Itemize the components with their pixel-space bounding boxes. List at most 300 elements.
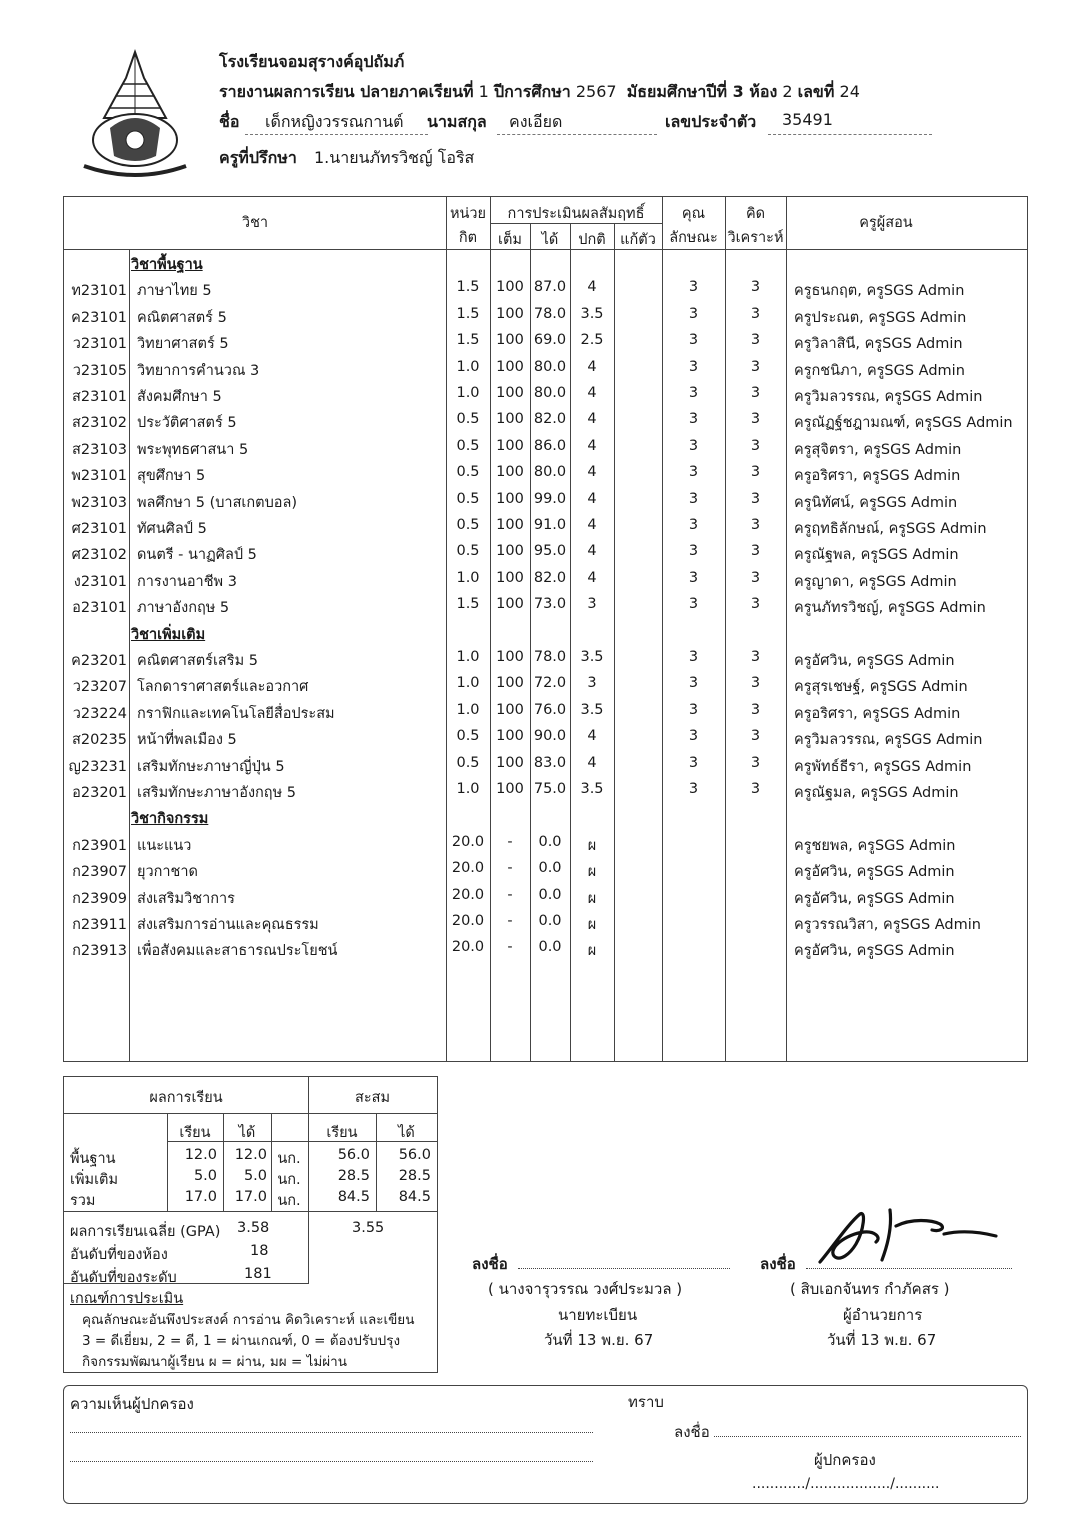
table-cell-credit: 0.5 bbox=[456, 437, 480, 454]
summary-cell-unit: นก. bbox=[277, 1193, 301, 1209]
table-cell-teacher: ครูอริศรา, ครูSGS Admin bbox=[794, 705, 961, 722]
table-cell-think: 3 bbox=[750, 517, 761, 533]
criteria-line-3: กิจกรรมพัฒนาผู้เรียน ผ = ผ่าน, มผ = ไม่ผ่าน bbox=[82, 1354, 347, 1370]
table-cell-score: 69.0 bbox=[533, 332, 567, 349]
table-cell-char: 3 bbox=[688, 569, 699, 586]
summary-cell-got: 5.0 bbox=[243, 1168, 267, 1184]
table-cell-full: - bbox=[507, 939, 513, 956]
section-title: วิชาพื้นฐาน bbox=[131, 257, 203, 273]
table-cell-think: 3 bbox=[750, 437, 761, 454]
table-cell-full: 100 bbox=[496, 569, 524, 586]
table-cell-code: พ23101 bbox=[71, 468, 127, 485]
table-cell-full: - bbox=[507, 886, 513, 903]
table-cell-score: 78.0 bbox=[533, 649, 567, 665]
table-cell-think: 3 bbox=[750, 490, 761, 507]
criteria-label: เกณฑ์การประเมิน bbox=[70, 1291, 184, 1307]
table-cell-teacher: ครูอัศวิน, ครูSGS Admin bbox=[794, 943, 955, 960]
criteria-line-2: 3 = ดีเยี่ยม, 2 = ดี, 1 = ผ่านเกณฑ์, 0 = ต้องปรับปรุง bbox=[82, 1333, 401, 1349]
divider bbox=[490, 197, 491, 1061]
registrar-date: วันที่ 13 พ.ย. 67 bbox=[544, 1331, 654, 1349]
table-cell-code: ศ23102 bbox=[71, 547, 127, 564]
table-cell-code: ว23207 bbox=[72, 679, 127, 696]
table-cell-score: 78.0 bbox=[533, 305, 567, 322]
table-cell-full: 100 bbox=[496, 728, 524, 745]
table-cell-name: สุขศึกษา 5 bbox=[137, 468, 206, 485]
col-header-credit-2: กิต bbox=[458, 230, 478, 246]
parent-opinion-label: ความเห็นผู้ปกครอง bbox=[70, 1395, 194, 1413]
table-cell-think: 3 bbox=[750, 728, 761, 745]
table-cell-name: การงานอาชีพ 3 bbox=[137, 573, 237, 590]
room-value: 2 bbox=[782, 82, 793, 101]
col-header-normal: ปกติ bbox=[578, 232, 606, 248]
table-cell-code: ค23101 bbox=[71, 309, 127, 326]
table-cell-grade: 3 bbox=[587, 675, 597, 692]
table-cell-credit: 0.5 bbox=[456, 543, 480, 560]
table-cell-think: 3 bbox=[750, 279, 761, 296]
table-cell-think: 3 bbox=[750, 543, 761, 560]
table-cell-full: 100 bbox=[496, 543, 524, 560]
table-cell-score: 0.0 bbox=[538, 886, 562, 903]
table-cell-code: ก23901 bbox=[72, 837, 127, 854]
study-label: เรียน bbox=[179, 1125, 211, 1141]
summary-cell-unit: นก. bbox=[277, 1151, 301, 1167]
col-header-got: ได้ bbox=[541, 232, 559, 248]
cumulative-label: สะสม bbox=[354, 1090, 391, 1106]
table-cell-score: 99.0 bbox=[533, 490, 567, 507]
table-cell-credit: 1.0 bbox=[456, 569, 480, 586]
table-cell-score: 80.0 bbox=[533, 358, 567, 375]
table-cell-char: 3 bbox=[688, 305, 699, 322]
table-cell-teacher: ครูกชนิภา, ครูSGS Admin bbox=[794, 362, 965, 379]
summary-cell-cum_got: 56.0 bbox=[398, 1147, 431, 1163]
student-id-label: เลขประจำตัว bbox=[665, 112, 757, 131]
summary-cell-cum_got: 84.5 bbox=[398, 1189, 431, 1205]
table-cell-name: ภาษาไทย 5 bbox=[137, 283, 212, 300]
table-cell-teacher: ครูอัศวิน, ครูSGS Admin bbox=[794, 890, 955, 907]
col-header-thinking: คิด bbox=[745, 206, 766, 222]
table-cell-credit: 0.5 bbox=[456, 728, 480, 745]
summary-cell-cum_study: 56.0 bbox=[337, 1147, 370, 1163]
table-cell-char: 3 bbox=[688, 437, 699, 454]
table-cell-teacher: ครูวรรณวิสา, ครูSGS Admin bbox=[794, 917, 981, 933]
table-cell-think: 3 bbox=[750, 358, 761, 375]
table-cell-code: ว23101 bbox=[72, 336, 127, 353]
table-cell-credit: 1.5 bbox=[456, 279, 480, 296]
table-cell-grade: ผ bbox=[587, 917, 597, 933]
table-cell-full: 100 bbox=[496, 464, 524, 481]
divider bbox=[725, 197, 726, 1061]
table-cell-name: พลศึกษา 5 (บาสเกตบอล) bbox=[137, 494, 298, 511]
table-cell-char: 3 bbox=[688, 385, 699, 401]
table-cell-teacher: ครูธนกฤต, ครูSGS Admin bbox=[794, 283, 965, 300]
id-underline bbox=[768, 134, 932, 135]
table-cell-teacher: ครูญาดา, ครูSGS Admin bbox=[794, 573, 957, 590]
table-cell-code: พ23103 bbox=[71, 494, 127, 511]
table-cell-code: ญ23231 bbox=[68, 758, 127, 775]
table-cell-credit: 20.0 bbox=[451, 860, 485, 877]
table-cell-credit: 0.5 bbox=[456, 754, 480, 771]
table-cell-code: ส23102 bbox=[72, 415, 127, 432]
table-cell-score: 80.0 bbox=[533, 464, 567, 481]
table-cell-grade: 4 bbox=[587, 569, 597, 586]
table-cell-score: 76.0 bbox=[533, 701, 567, 718]
table-cell-think: 3 bbox=[750, 332, 761, 349]
table-cell-credit: 1.0 bbox=[456, 358, 480, 375]
table-cell-grade: 3.5 bbox=[580, 305, 604, 322]
table-cell-credit: 1.5 bbox=[456, 305, 480, 322]
gpa-value: 3.58 bbox=[237, 1220, 270, 1236]
table-cell-code: อ23201 bbox=[72, 785, 127, 801]
student-name: เด็กหญิงวรรณกานต์ bbox=[265, 112, 404, 131]
table-cell-name: เสริมทักษะภาษาญี่ปุ่น 5 bbox=[137, 758, 285, 775]
table-cell-name: เสริมทักษะภาษาอังกฤษ 5 bbox=[137, 785, 296, 801]
table-cell-name: สังคมศึกษา 5 bbox=[137, 389, 222, 405]
table-cell-think: 3 bbox=[750, 781, 761, 797]
table-cell-char: 3 bbox=[688, 490, 699, 507]
term-value: 1 bbox=[478, 82, 489, 101]
surname-label: นามสกุล bbox=[427, 112, 487, 131]
divider bbox=[129, 249, 130, 1061]
table-cell-score: 87.0 bbox=[533, 279, 567, 296]
table-cell-full: 100 bbox=[496, 332, 524, 349]
rank-room-value: 18 bbox=[250, 1243, 269, 1259]
table-cell-full: 100 bbox=[496, 701, 524, 718]
table-cell-credit: 1.5 bbox=[456, 332, 480, 349]
table-cell-score: 0.0 bbox=[538, 860, 562, 877]
table-cell-full: - bbox=[507, 860, 513, 877]
table-cell-name: หน้าที่พลเมือง 5 bbox=[137, 732, 237, 749]
table-cell-credit: 1.0 bbox=[456, 385, 480, 401]
table-cell-code: ท23101 bbox=[71, 283, 127, 300]
table-cell-name: วิทยาศาสตร์ 5 bbox=[137, 336, 229, 353]
table-cell-grade: ผ bbox=[587, 890, 597, 907]
grades-table bbox=[63, 196, 1028, 1062]
table-cell-credit: 20.0 bbox=[451, 833, 485, 850]
table-cell-char: 3 bbox=[688, 332, 699, 349]
table-cell-full: 100 bbox=[496, 279, 524, 296]
col-header-teacher: ครูผู้สอน bbox=[859, 215, 913, 231]
table-cell-think: 3 bbox=[750, 305, 761, 322]
table-cell-char: 3 bbox=[688, 649, 699, 665]
table-cell-score: 82.0 bbox=[533, 411, 567, 428]
table-cell-score: 73.0 bbox=[533, 596, 567, 613]
section-title: วิชาเพิ่มเติม bbox=[131, 626, 206, 643]
student-id: 35491 bbox=[782, 110, 833, 129]
table-cell-score: 75.0 bbox=[533, 781, 567, 797]
table-cell-grade: ผ bbox=[587, 837, 597, 854]
table-cell-name: ประวัติศาสตร์ 5 bbox=[137, 415, 237, 432]
table-cell-full: 100 bbox=[496, 358, 524, 375]
table-cell-char: 3 bbox=[688, 411, 699, 428]
table-cell-code: ส23101 bbox=[72, 389, 127, 405]
table-cell-char: 3 bbox=[688, 358, 699, 375]
table-cell-teacher: ครูนภัทรวิชญ์, ครูSGS Admin bbox=[794, 600, 986, 617]
table-cell-full: 100 bbox=[496, 754, 524, 771]
summary-box bbox=[63, 1076, 438, 1373]
col-header-credit: หน่วย bbox=[449, 206, 487, 222]
table-cell-code: ก23909 bbox=[72, 890, 127, 907]
summary-cell-label: รวม bbox=[70, 1193, 96, 1209]
table-cell-code: ว23224 bbox=[72, 705, 127, 722]
table-cell-teacher: ครูฤทธิลักษณ์, ครูSGS Admin bbox=[794, 521, 987, 537]
results-label: ผลการเรียน bbox=[149, 1090, 223, 1106]
table-cell-name: แนะแนว bbox=[137, 837, 192, 854]
table-cell-credit: 20.0 bbox=[451, 913, 485, 929]
table-cell-grade: 3.5 bbox=[580, 701, 604, 718]
table-cell-grade: 4 bbox=[587, 464, 597, 481]
table-cell-grade: 2.5 bbox=[580, 332, 604, 349]
table-cell-teacher: ครูวิมลวรรณ, ครูSGS Admin bbox=[794, 732, 983, 749]
table-cell-score: 0.0 bbox=[538, 833, 562, 850]
summary-cell-cum_got: 28.5 bbox=[398, 1168, 431, 1184]
director-title: ผู้อำนวยการ bbox=[843, 1306, 923, 1324]
col-header-fix: แก้ตัว bbox=[620, 232, 656, 248]
table-cell-char: 3 bbox=[688, 543, 699, 560]
table-cell-grade: 3 bbox=[587, 596, 597, 613]
table-cell-teacher: ครูณัฏฐ์ชฎามณฑ์, ครูSGS Admin bbox=[794, 415, 1013, 432]
table-cell-name: วิทยาการคำนวณ 3 bbox=[137, 362, 260, 379]
advisor-label: ครูที่ปรึกษา bbox=[219, 148, 297, 167]
col-header-character-2: ลักษณะ bbox=[669, 230, 718, 246]
col-header-achievement: การประเมินผลสัมฤทธิ์ bbox=[507, 206, 645, 222]
table-cell-score: 90.0 bbox=[533, 728, 567, 745]
table-cell-think: 3 bbox=[750, 649, 761, 665]
table-cell-code: ก23911 bbox=[72, 917, 127, 933]
gpa-label: ผลการเรียนเฉลี่ย (GPA) bbox=[70, 1224, 221, 1240]
grade-label: มัธยมศึกษาปีที่ 3 ห้อง bbox=[626, 82, 778, 101]
table-cell-name: เพื่อสังคมและสาธารณประโยชน์ bbox=[137, 943, 338, 960]
table-cell-teacher: ครูสุรเชษฐ์, ครูSGS Admin bbox=[794, 679, 968, 696]
table-cell-teacher: ครูอัศวิน, ครูSGS Admin bbox=[794, 864, 955, 881]
table-cell-think: 3 bbox=[750, 596, 761, 613]
table-cell-full: 100 bbox=[496, 781, 524, 797]
table-cell-teacher: ครูประณต, ครูSGS Admin bbox=[794, 309, 967, 326]
table-cell-credit: 1.0 bbox=[456, 781, 480, 797]
table-cell-score: 83.0 bbox=[533, 754, 567, 771]
summary-cell-label: เพิ่มเติม bbox=[70, 1172, 119, 1188]
table-cell-name: พระพุทธศาสนา 5 bbox=[137, 441, 249, 458]
col-header-thinking-2: วิเคราะห์ bbox=[727, 230, 784, 246]
table-cell-grade: 4 bbox=[587, 543, 597, 560]
table-cell-char: 3 bbox=[688, 781, 699, 797]
parent-title: ผู้ปกครอง bbox=[814, 1451, 876, 1469]
table-cell-code: ก23907 bbox=[72, 864, 127, 881]
parent-opinion-box bbox=[63, 1385, 1028, 1504]
table-cell-think: 3 bbox=[750, 754, 761, 771]
table-cell-name: ภาษาอังกฤษ 5 bbox=[137, 600, 230, 617]
table-cell-full: 100 bbox=[496, 596, 524, 613]
table-cell-code: อ23101 bbox=[72, 600, 127, 617]
table-cell-think: 3 bbox=[750, 411, 761, 428]
rank-level-label: อันดับที่ของระดับ bbox=[70, 1270, 177, 1286]
table-cell-full: 100 bbox=[496, 675, 524, 692]
table-cell-credit: 20.0 bbox=[451, 886, 485, 903]
table-cell-full: 100 bbox=[496, 649, 524, 665]
table-cell-credit: 1.0 bbox=[456, 675, 480, 692]
summary-cell-study: 17.0 bbox=[184, 1189, 217, 1205]
table-cell-full: 100 bbox=[496, 490, 524, 507]
table-cell-teacher: ครูนิทัศน์, ครูSGS Admin bbox=[794, 494, 958, 511]
cum-got-label: ได้ bbox=[398, 1125, 415, 1141]
table-cell-char: 3 bbox=[688, 464, 699, 481]
advisor-name: 1.นายนภัทรวิชญ์ โอริส bbox=[314, 148, 475, 167]
table-cell-grade: 4 bbox=[587, 279, 597, 296]
number-value: 24 bbox=[839, 82, 860, 101]
table-cell-grade: 4 bbox=[587, 490, 597, 507]
table-cell-credit: 20.0 bbox=[451, 939, 485, 956]
divider bbox=[614, 223, 615, 1061]
director-signature bbox=[812, 1204, 1002, 1268]
table-cell-full: 100 bbox=[496, 305, 524, 322]
table-cell-name: กราฟิกและเทคโนโลยีสื่อประสม bbox=[137, 705, 335, 722]
table-cell-think: 3 bbox=[750, 385, 761, 401]
table-cell-grade: 4 bbox=[587, 517, 597, 533]
registrar-name: ( นางจารุวรรณ วงศ์ประมวล ) bbox=[488, 1280, 683, 1298]
table-cell-name: คณิตศาสตร์เสริม 5 bbox=[137, 653, 258, 669]
summary-cell-cum_study: 84.5 bbox=[337, 1189, 370, 1205]
table-cell-score: 95.0 bbox=[533, 543, 567, 560]
table-cell-score: 91.0 bbox=[533, 517, 567, 533]
table-cell-name: โลกดาราศาสตร์และอวกาศ bbox=[137, 679, 309, 696]
report-title-line bbox=[219, 80, 860, 105]
table-cell-code: ง23101 bbox=[73, 573, 127, 590]
criteria-line-1: คุณลักษณะอันพึงประสงค์ การอ่าน คิดวิเคราะห์ และเขียน bbox=[82, 1312, 415, 1328]
table-cell-teacher: ครูณัฐพล, ครูSGS Admin bbox=[794, 547, 959, 564]
table-cell-code: ส20235 bbox=[72, 732, 127, 749]
divider bbox=[64, 1113, 437, 1114]
table-cell-code: ส23103 bbox=[72, 441, 127, 458]
rank-room-label: อันดับที่ของห้อง bbox=[70, 1247, 168, 1263]
name-label: ชื่อ bbox=[219, 112, 240, 131]
table-cell-grade: 3.5 bbox=[580, 781, 604, 797]
summary-cell-study: 12.0 bbox=[184, 1147, 217, 1163]
summary-cell-got: 17.0 bbox=[234, 1189, 267, 1205]
table-cell-full: 100 bbox=[496, 437, 524, 454]
registrar-sign-line bbox=[518, 1268, 730, 1269]
col-header-subject: วิชา bbox=[241, 215, 269, 231]
table-cell-code: ว23105 bbox=[72, 362, 127, 379]
director-date: วันที่ 13 พ.ย. 67 bbox=[827, 1331, 937, 1349]
gpa-cumulative: 3.55 bbox=[352, 1220, 385, 1236]
table-cell-teacher: ครูณัฐมล, ครูSGS Admin bbox=[794, 785, 959, 801]
table-cell-teacher: ครูวิลาสินี, ครูSGS Admin bbox=[794, 336, 963, 353]
number-label: เลขที่ bbox=[797, 82, 835, 101]
summary-cell-got: 12.0 bbox=[234, 1147, 267, 1163]
table-cell-grade: ผ bbox=[587, 943, 597, 960]
table-cell-full: - bbox=[507, 913, 513, 929]
director-name: ( สิบเอกจันทร กำภัคสร ) bbox=[790, 1280, 950, 1298]
table-cell-grade: 4 bbox=[587, 754, 597, 771]
summary-cell-unit: นก. bbox=[277, 1172, 301, 1188]
table-cell-think: 3 bbox=[750, 464, 761, 481]
table-cell-teacher: ครูชยพล, ครูSGS Admin bbox=[794, 837, 956, 854]
table-cell-teacher: ครูวิมลวรรณ, ครูSGS Admin bbox=[794, 389, 983, 405]
table-cell-name: ส่งเสริมวิชาการ bbox=[137, 890, 235, 907]
got-label: ได้ bbox=[238, 1125, 256, 1141]
summary-cell-cum_study: 28.5 bbox=[337, 1168, 370, 1184]
table-cell-full: 100 bbox=[496, 385, 524, 401]
table-cell-credit: 0.5 bbox=[456, 411, 480, 428]
col-header-full: เต็ม bbox=[498, 232, 522, 248]
table-cell-grade: 4 bbox=[587, 358, 597, 375]
table-cell-teacher: ครูสุจิตรา, ครูSGS Admin bbox=[794, 441, 962, 458]
table-cell-grade: 4 bbox=[587, 385, 597, 401]
table-cell-code: ค23201 bbox=[71, 653, 127, 669]
table-cell-score: 0.0 bbox=[538, 939, 562, 956]
table-cell-credit: 0.5 bbox=[456, 490, 480, 507]
table-cell-think: 3 bbox=[750, 675, 761, 692]
director-sign-label: ลงชื่อ bbox=[760, 1255, 796, 1273]
rank-level-value: 181 bbox=[244, 1266, 272, 1282]
divider bbox=[662, 197, 663, 1061]
opinion-line-2 bbox=[70, 1461, 593, 1462]
table-cell-name: ส่งเสริมการอ่านและคุณธรรม bbox=[137, 917, 319, 933]
table-cell-name: ยุวกาชาด bbox=[137, 864, 198, 881]
opinion-line-1 bbox=[70, 1432, 593, 1433]
registrar-sign-label: ลงชื่อ bbox=[472, 1255, 508, 1273]
table-cell-credit: 1.0 bbox=[456, 649, 480, 665]
surname-underline bbox=[497, 134, 657, 135]
acknowledge-label: ทราบ bbox=[628, 1393, 664, 1411]
table-cell-name: ดนตรี - นาฏศิลป์ 5 bbox=[137, 547, 257, 564]
table-cell-score: 80.0 bbox=[533, 385, 567, 401]
table-cell-grade: ผ bbox=[587, 864, 597, 881]
report-label: รายงานผลการเรียน ปลายภาคเรียนที่ bbox=[219, 82, 474, 101]
section-title: วิชากิจกรรม bbox=[131, 811, 209, 828]
school-crest-logo bbox=[70, 48, 200, 178]
table-cell-grade: 4 bbox=[587, 411, 597, 428]
table-cell-name: คณิตศาสตร์ 5 bbox=[137, 309, 227, 326]
divider bbox=[530, 223, 531, 1061]
parent-date-slots: ............/................../.......... bbox=[752, 1476, 940, 1492]
table-cell-char: 3 bbox=[688, 754, 699, 771]
table-cell-char: 3 bbox=[688, 675, 699, 692]
table-cell-char: 3 bbox=[688, 279, 699, 296]
table-cell-grade: 4 bbox=[587, 437, 597, 454]
divider bbox=[446, 197, 447, 1061]
year-value: 2567 bbox=[575, 82, 617, 101]
student-surname: คงเอียด bbox=[509, 112, 563, 131]
table-cell-think: 3 bbox=[750, 701, 761, 718]
summary-cell-label: พื้นฐาน bbox=[70, 1151, 116, 1167]
parent-sign-label: ลงชื่อ bbox=[674, 1423, 710, 1441]
table-cell-credit: 1.5 bbox=[456, 596, 480, 613]
divider bbox=[786, 197, 787, 1061]
director-sign-line bbox=[806, 1268, 1012, 1269]
table-cell-credit: 0.5 bbox=[456, 517, 480, 533]
table-cell-score: 72.0 bbox=[533, 675, 567, 692]
table-cell-full: 100 bbox=[496, 517, 524, 533]
parent-sign-line bbox=[714, 1436, 1021, 1437]
table-cell-char: 3 bbox=[688, 517, 699, 533]
year-label: ปีการศึกษา bbox=[493, 82, 571, 101]
table-cell-full: - bbox=[507, 833, 513, 850]
cum-study-label: เรียน bbox=[326, 1125, 358, 1141]
table-cell-code: ก23913 bbox=[72, 943, 127, 960]
summary-cell-study: 5.0 bbox=[193, 1168, 217, 1184]
registrar-title: นายทะเบียน bbox=[558, 1306, 638, 1324]
school-name: โรงเรียนจอมสุรางค์อุปถัมภ์ bbox=[219, 52, 405, 71]
table-cell-grade: 4 bbox=[587, 728, 597, 745]
table-cell-full: 100 bbox=[496, 411, 524, 428]
table-cell-teacher: ครูอัศวิน, ครูSGS Admin bbox=[794, 653, 955, 669]
table-cell-code: ศ23101 bbox=[71, 521, 127, 537]
table-cell-char: 3 bbox=[688, 728, 699, 745]
name-underline bbox=[245, 134, 428, 135]
table-cell-credit: 1.0 bbox=[456, 701, 480, 718]
table-cell-score: 0.0 bbox=[538, 913, 562, 929]
table-cell-char: 3 bbox=[688, 701, 699, 718]
